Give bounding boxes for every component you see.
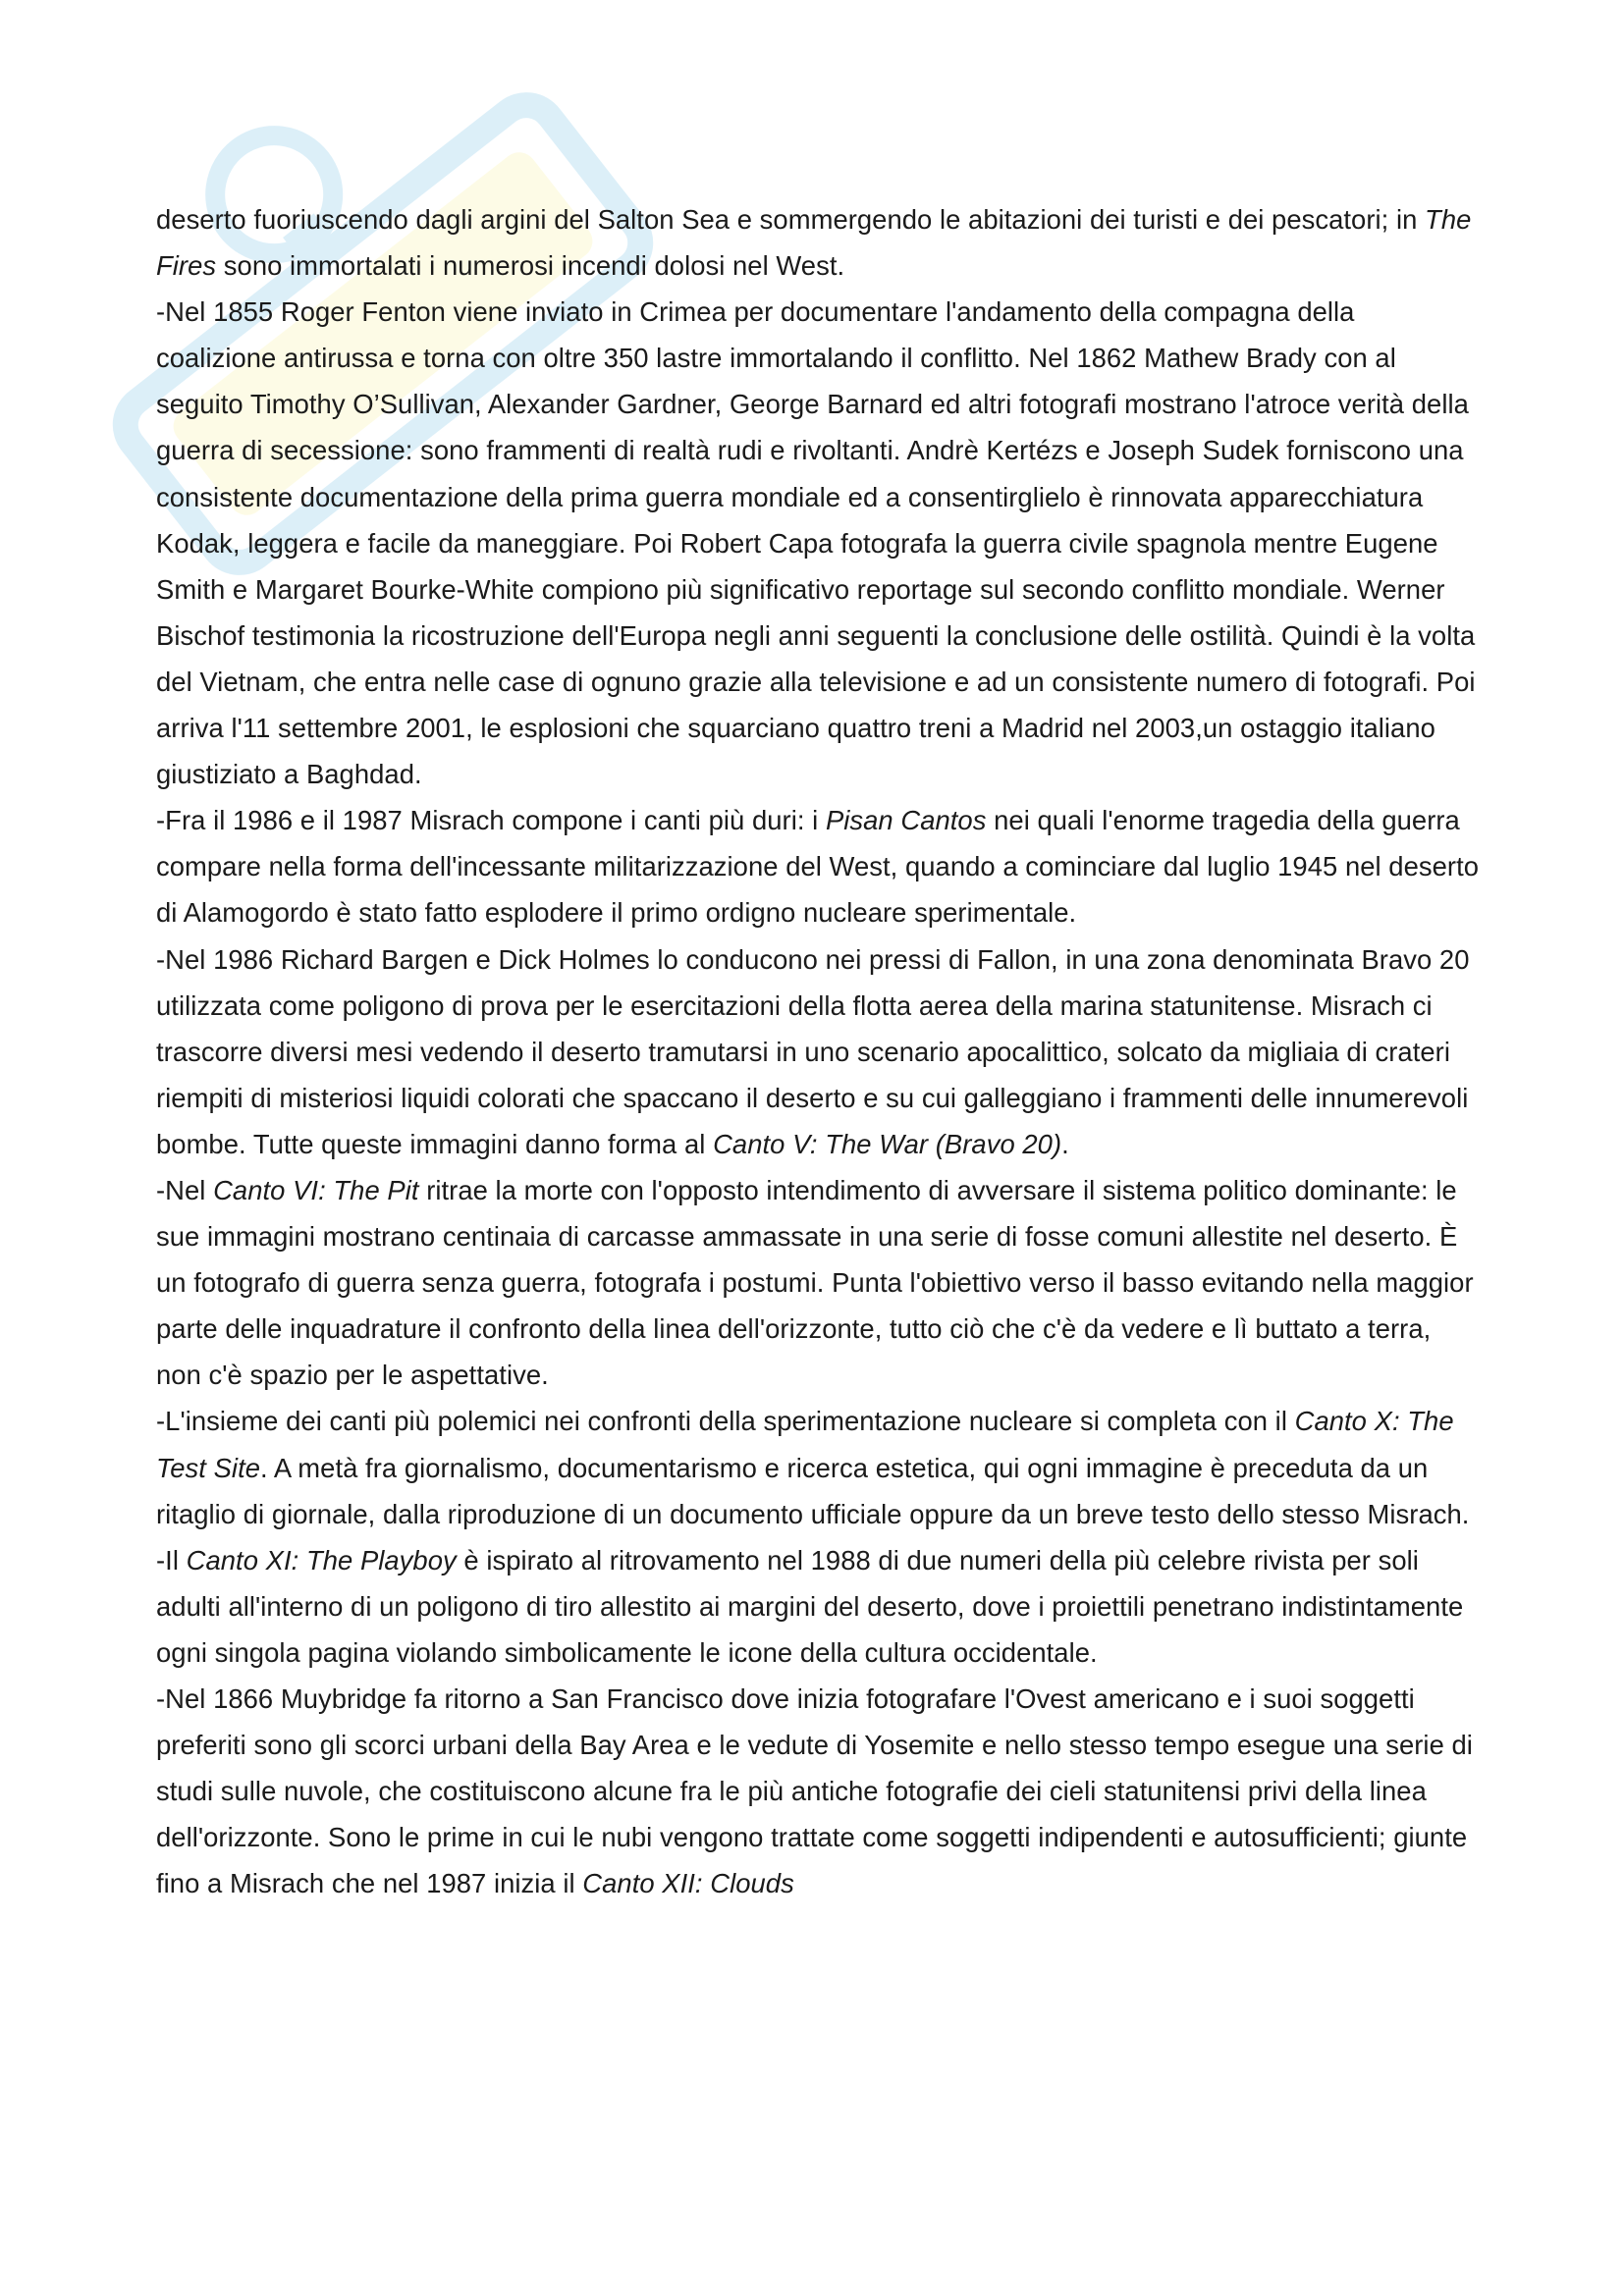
paragraph xyxy=(156,1398,1482,1536)
paragraph xyxy=(156,289,1482,797)
italic-title: Canto VI: The Pit xyxy=(213,1174,419,1205)
text-run: sono immortalati i numerosi incendi dolosi nel West. xyxy=(216,250,845,282)
paragraph xyxy=(156,797,1482,935)
text-run: deserto fuoriuscendo dagli argini del Salton Sea e sommergendo le abitazioni dei turisti e dei pescatori; in xyxy=(156,204,1426,235)
paragraph xyxy=(156,1537,1482,1676)
document-body xyxy=(156,196,1482,1906)
text-run: ritrae la morte con l'opposto intendimento di avversare il sistema politico dominante: le sue immagini mostrano centinaia di carcasse ammassate in una serie di fosse comuni allestite nel deserto. È un fotografo di guerra senza guerra, fotografa i postumi. Punta l'obiettivo verso il basso evitando nella maggior parte delle inquadrature il confronto della linea dell'orizzonte, tutto ciò che c'è da vedere e lì buttato a terra, non c'è spazio per le aspettative. xyxy=(156,1174,1474,1391)
italic-title: Canto XII: Clouds xyxy=(582,1868,794,1899)
text-run: nei quali l'enorme tragedia della guerra compare nella forma dell'incessante militarizzazione del West, quando a cominciare dal luglio 1945 nel deserto di Alamogordo è stato fatto esplodere il primo ordigno nucleare sperimentale. xyxy=(156,805,1480,929)
paragraph xyxy=(156,1167,1482,1398)
italic-title: Canto X: The Test Site xyxy=(156,1406,1454,1483)
paragraph xyxy=(156,936,1482,1167)
text-run: -L'insieme dei canti più polemici nei confronti della sperimentazione nucleare si completa con il xyxy=(156,1406,1295,1437)
paragraph xyxy=(156,196,1482,289)
text-run: è ispirato al ritrovamento nel 1988 di due numeri della più celebre rivista per soli adulti all'interno di un poligono di tiro allestito ai margini del deserto, dove i proiettili penetrano indistintamente ogni singola pagina violando simbolicamente le icone della cultura occidentale. xyxy=(156,1544,1464,1668)
text-run: -Fra il 1986 e il 1987 Misrach compone i canti più duri: i xyxy=(156,805,826,836)
text-run: -Nel xyxy=(156,1174,214,1205)
paragraph xyxy=(156,1676,1482,1906)
text-run: . A metà fra giornalismo, documentarismo e ricerca estetica, qui ogni immagine è preceduta da un ritaglio di giornale, dalla riproduzione di un documento ufficiale oppure da un breve testo dello stesso Misrach. xyxy=(156,1452,1470,1529)
text-run: -Nel 1866 Muybridge fa ritorno a San Francisco dove inizia fotografare l'Ovest americano e i suoi soggetti preferiti sono gli scorci urbani della Bay Area e le vedute di Yosemite e nello stesso tempo esegue una serie di studi sulle nuvole, che costituiscono alcune fra le più antiche fotografie dei cieli statunitensi privi della linea dell'orizzonte. Sono le prime in cui le nubi vengono trattate come soggetti indipendenti e autosufficienti; giunte fino a Misrach che nel 1987 inizia il xyxy=(156,1683,1473,1899)
italic-title: Pisan Cantos xyxy=(825,805,987,836)
text-run: -Nel 1855 Roger Fenton viene inviato in Crimea per documentare l'andamento della compagna della coalizione antirussa e torna con oltre 350 lastre immortalando il conflitto. Nel 1862 Mathew Brady con al seguito Timothy O’Sullivan, Alexander Gardner, George Barnard ed altri fotografi mostrano l'atroce verità della guerra di secessione: sono frammenti di realtà rudi e rivoltanti. Andrè Kertézs e Joseph Sudek forniscono una consistente documentazione della prima guerra mondiale ed a consentirglielo è rinnovata apparecchiatura Kodak, leggera e facile da maneggiare. Poi Robert Capa fotografa la guerra civile spagnola mentre Eugene Smith e Margaret Bourke-White compiono più significativo reportage sul secondo conflitto mondiale. Werner Bischof testimonia la ricostruzione dell'Europa negli anni seguenti la conclusione delle ostilità. Quindi è la volta del Vietnam, che entra nelle case di ognuno grazie alla televisione e ad un consistente numero di fotografi. Poi arriva l'11 settembre 2001, le esplosioni che squarciano quattro treni a Madrid nel 2003,un ostaggio italiano giustiziato a Baghdad. xyxy=(156,296,1476,790)
text-run: -Il xyxy=(156,1544,187,1575)
italic-title: Canto XI: The Playboy xyxy=(186,1544,457,1575)
italic-title: Canto V: The War (Bravo 20) xyxy=(713,1128,1062,1159)
text-run: -Nel 1986 Richard Bargen e Dick Holmes lo conducono nei pressi di Fallon, in una zona denominata Bravo 20 utilizzata come poligono di prova per le esercitazioni della flotta aerea della marina statunitense. Misrach ci trascorre diversi mesi vedendo il deserto tramutarsi in uno scenario apocalittico, solcato da migliaia di crateri riempiti di misteriosi liquidi colorati che spaccano il deserto e su cui galleggiano i frammenti delle innumerevoli bombe. Tutte queste immagini danno forma al xyxy=(156,943,1470,1159)
italic-title: The Fires xyxy=(156,204,1472,282)
text-run: . xyxy=(1061,1128,1069,1159)
